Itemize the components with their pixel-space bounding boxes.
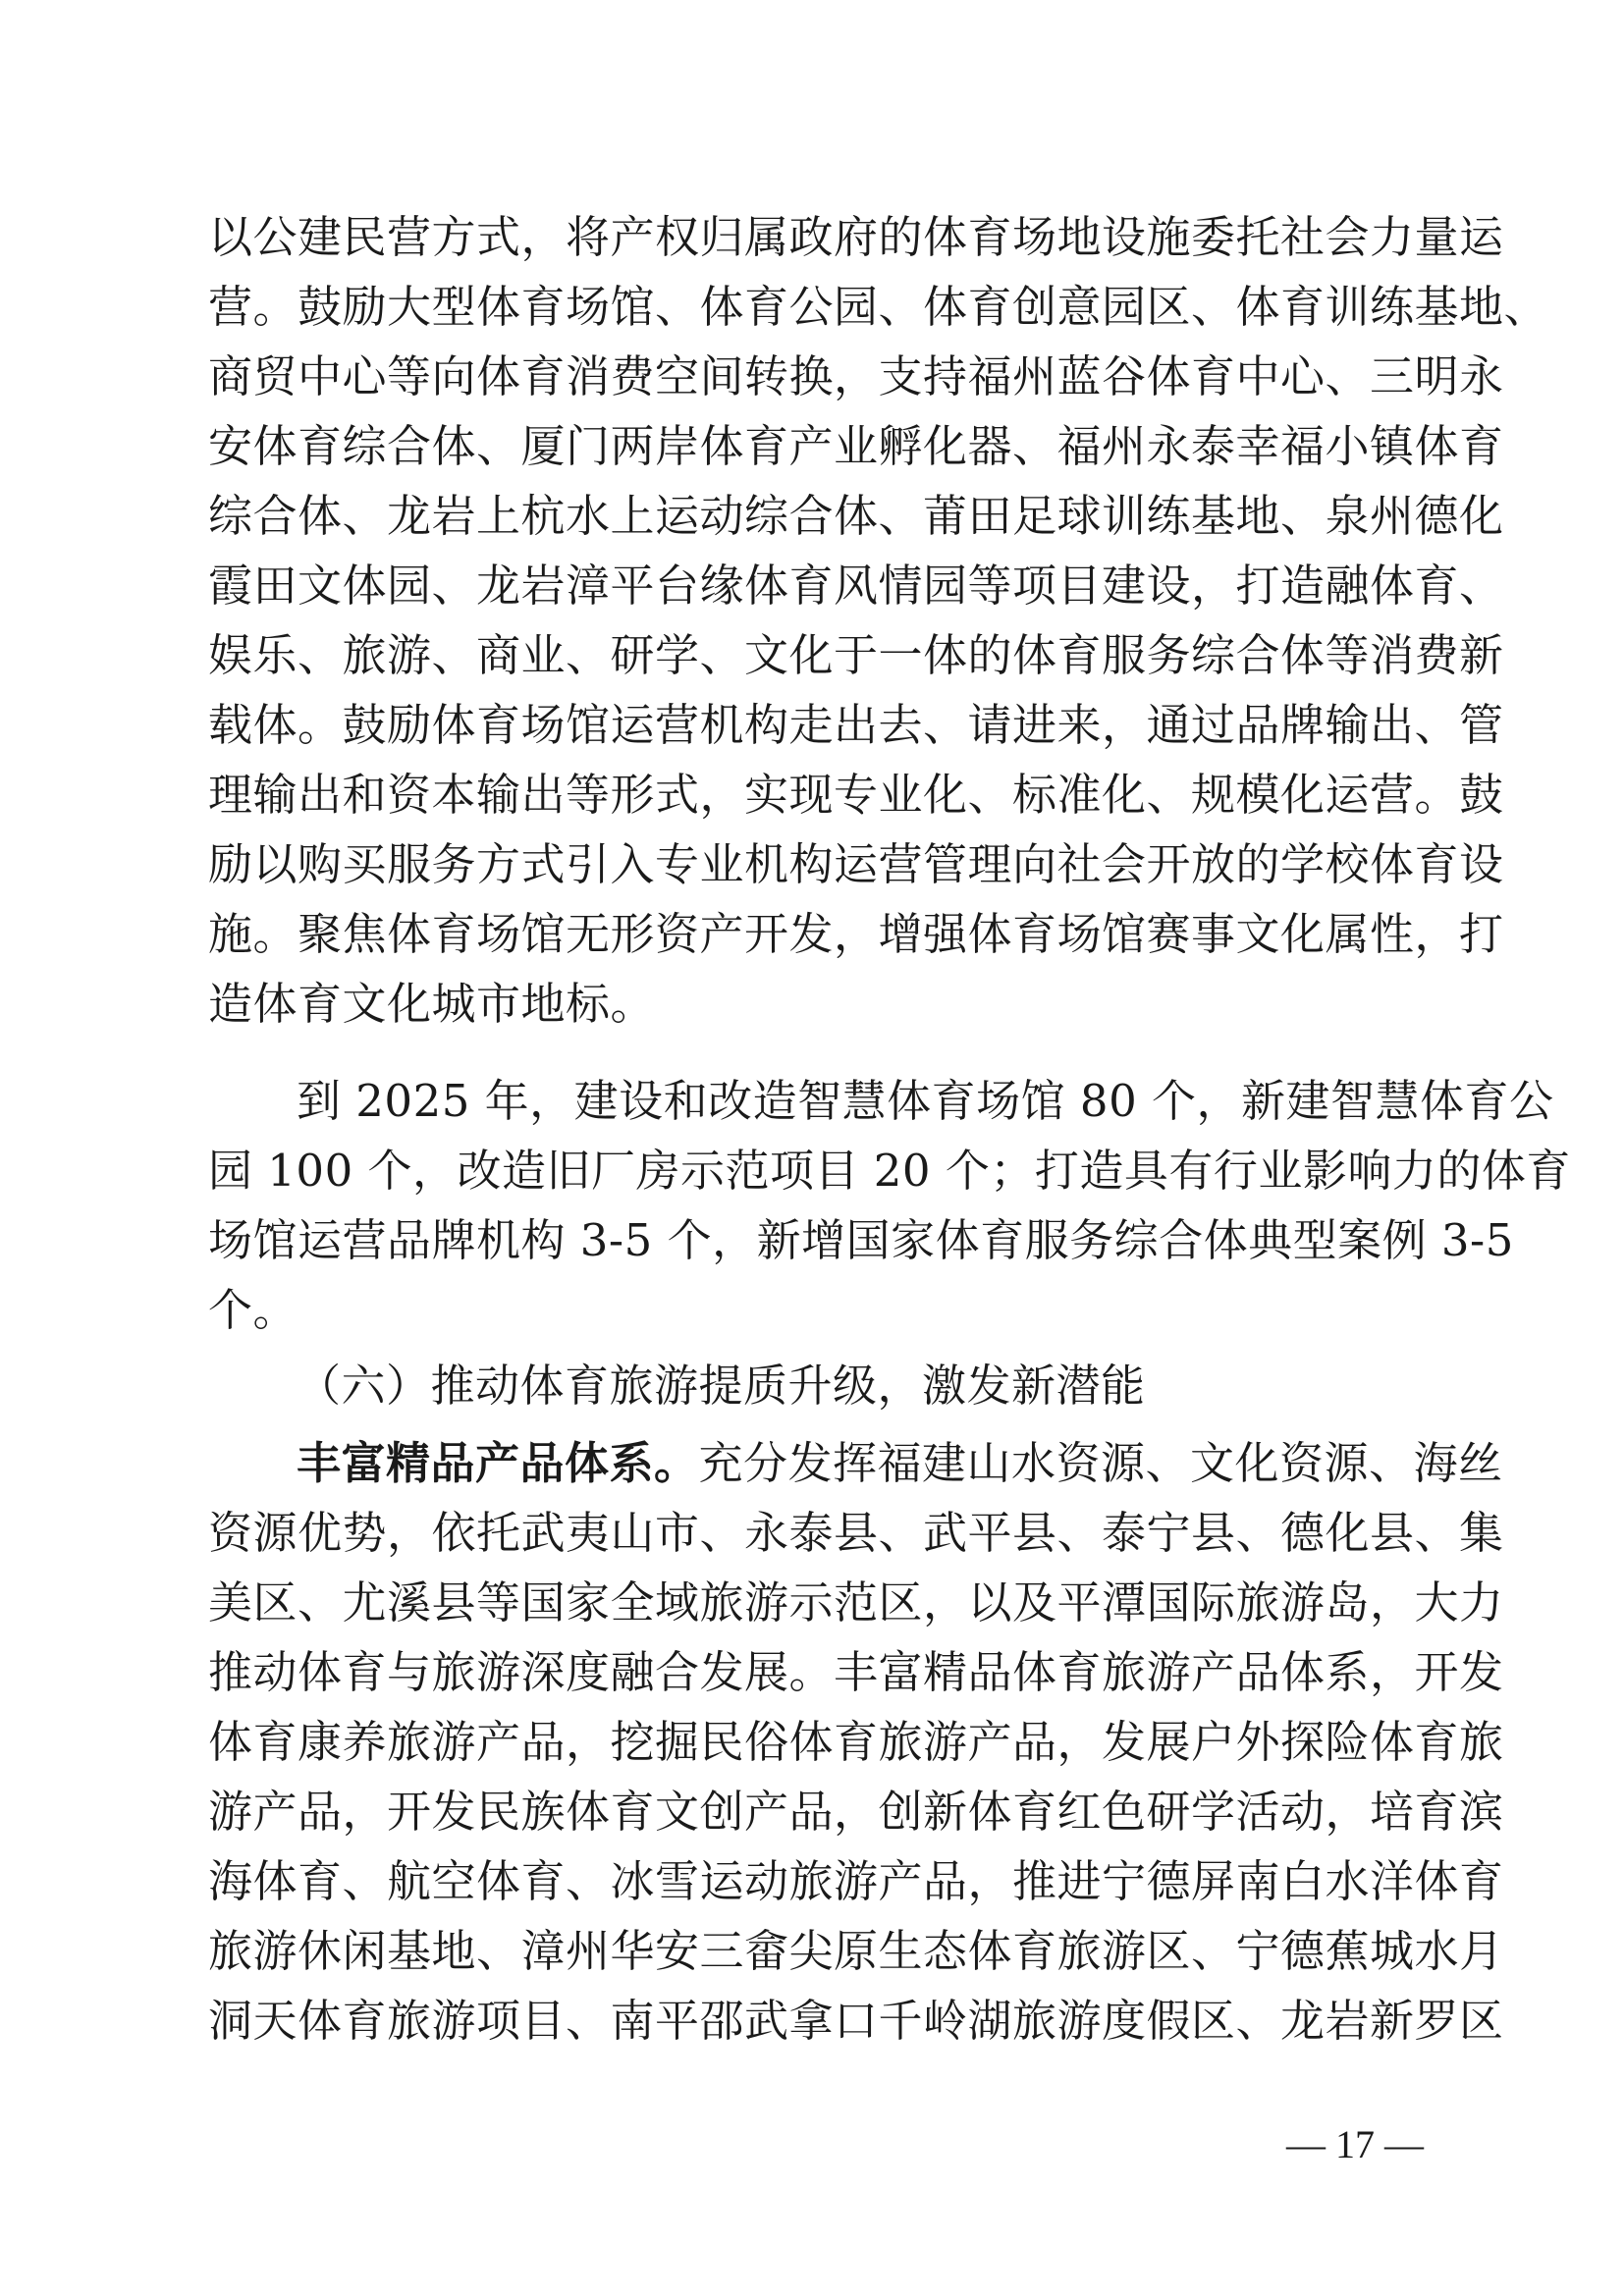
paragraph-1-line: 造体育文化城市地标。 bbox=[208, 978, 656, 1030]
paragraph-1-line: 安体育综合体、厦门两岸体育产业孵化器、福州永泰幸福小镇体育 bbox=[208, 420, 1504, 472]
paragraph-3-line: 游产品，开发民族体育文创产品，创新体育红色研学活动，培育滨 bbox=[208, 1786, 1504, 1838]
paragraph-1-line: 载体。鼓励体育场馆运营机构走出去、请进来，通过品牌输出、管 bbox=[208, 699, 1504, 751]
paragraph-3-line: 体育康养旅游产品，挖掘民俗体育旅游产品，发展户外探险体育旅 bbox=[208, 1716, 1504, 1768]
paragraph-3-line: 资源优势，依托武夷山市、永泰县、武平县、泰宁县、德化县、集 bbox=[208, 1507, 1504, 1559]
paragraph-1-line: 商贸中心等向体育消费空间转换，支持福州蓝谷体育中心、三明永 bbox=[208, 350, 1504, 402]
paragraph-2-line: 到 2025 年，建设和改造智慧体育场馆 80 个，新建智慧体育公 bbox=[297, 1075, 1554, 1127]
paragraph-3-line: 美区、尤溪县等国家全域旅游示范区，以及平潭国际旅游岛，大力 bbox=[208, 1576, 1504, 1629]
page-number: — 17 — bbox=[1286, 2122, 1424, 2166]
paragraph-3-line: 洞天体育旅游项目、南平邵武拿口千岭湖旅游度假区、龙岩新罗区 bbox=[208, 1995, 1504, 2047]
bold-lead-text: 丰富精品产品体系。 bbox=[297, 1437, 699, 1489]
paragraph-1-line: 励以购买服务方式引入专业机构运营管理向社会开放的学校体育设 bbox=[208, 838, 1504, 890]
paragraph-3-line: 海体育、航空体育、冰雪运动旅游产品，推进宁德屏南白水洋体育 bbox=[208, 1855, 1504, 1907]
paragraph-1-line: 综合体、龙岩上杭水上运动综合体、莆田足球训练基地、泉州德化 bbox=[208, 490, 1504, 542]
paragraph-3-line: 充分发挥福建山水资源、文化资源、海丝 bbox=[698, 1437, 1503, 1489]
paragraph-3-line: 旅游休闲基地、漳州华安三畲尖原生态体育旅游区、宁德蕉城水月 bbox=[208, 1925, 1504, 1977]
paragraph-1-line: 以公建民营方式，将产权归属政府的体育场地设施委托社会力量运 bbox=[208, 211, 1504, 263]
paragraph-1-line: 理输出和资本输出等形式，实现专业化、标准化、规模化运营。鼓 bbox=[208, 769, 1504, 821]
paragraph-2-line: 个。 bbox=[208, 1284, 298, 1336]
paragraph-3-line: 推动体育与旅游深度融合发展。丰富精品体育旅游产品体系，开发 bbox=[208, 1646, 1504, 1698]
section-heading: （六）推动体育旅游提质升级，激发新潜能 bbox=[297, 1360, 1146, 1412]
paragraph-1-line: 施。聚焦体育场馆无形资产开发，增强体育场馆赛事文化属性，打 bbox=[208, 908, 1504, 960]
paragraph-2-line: 园 100 个，改造旧厂房示范项目 20 个；打造具有行业影响力的体育 bbox=[208, 1145, 1571, 1197]
paragraph-3-first-line bbox=[297, 1434, 1514, 1493]
paragraph-2-line: 场馆运营品牌机构 3-5 个，新增国家体育服务综合体典型案例 3-5 bbox=[208, 1214, 1514, 1266]
paragraph-1-line: 娱乐、旅游、商业、研学、文化于一体的体育服务综合体等消费新 bbox=[208, 629, 1504, 681]
paragraph-1-line: 霞田文体园、龙岩漳平台缘体育风情园等项目建设，打造融体育、 bbox=[208, 560, 1504, 612]
paragraph-1-line: 营。鼓励大型体育场馆、体育公园、体育创意园区、体育训练基地、 bbox=[208, 281, 1549, 333]
